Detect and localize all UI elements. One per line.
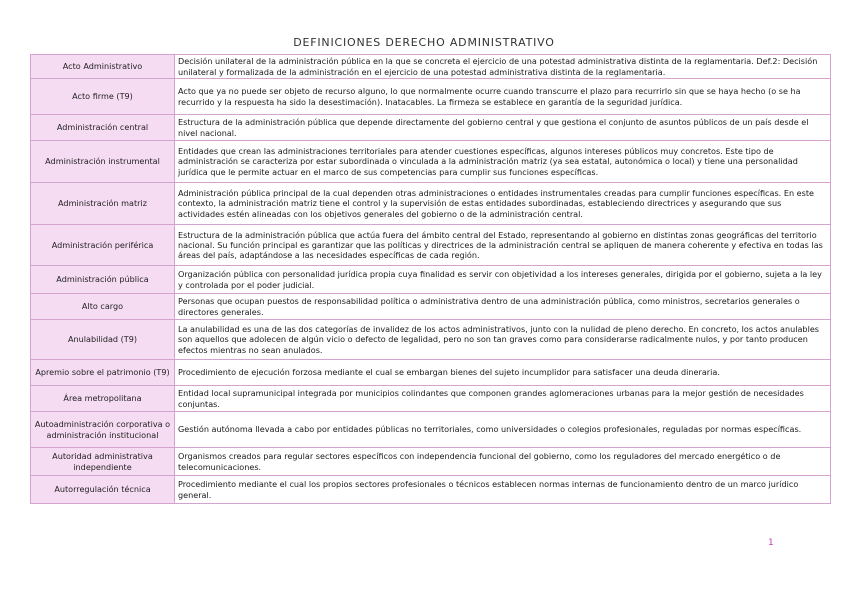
table-row (31, 183, 831, 225)
term-cell: Autoadministración corporativa o administración institucional (31, 412, 175, 448)
table-row (31, 294, 831, 320)
table-row (31, 360, 831, 386)
table-row (31, 266, 831, 294)
definition-cell: Decisión unilateral de la administración pública en la que se concreta el ejercicio de una potestad administrativa distinta de la reglamentaria. Def.2: Decisión unilateral y formalizada de la administración en el ejercicio de una potestad administrativa distinta de la reglamentaria. (175, 55, 831, 79)
definition-cell: Entidad local supramunicipal integrada por municipios colindantes que componen grandes aglomeraciones urbanas para la mejor gestión de necesidades conjuntas. (175, 386, 831, 412)
table-row (31, 476, 831, 504)
term-cell: Administración periférica (31, 225, 175, 266)
term-cell: Administración pública (31, 266, 175, 294)
definitions-table (30, 54, 831, 504)
table-row (31, 79, 831, 115)
term-cell: Administración instrumental (31, 141, 175, 183)
definition-cell: Administración pública principal de la cual dependen otras administraciones o entidades instrumentales creadas para cumplir funciones específicas. En este contexto, la administración matriz tiene el control y la supervisión de estas entidades subordinadas, estableciendo directrices y asegurando que sus actividades estén alineadas con los objetivos generales del gobierno o de la administración central. (175, 183, 831, 225)
definition-cell: Entidades que crean las administraciones territoriales para atender cuestiones específicas, algunos intereses públicos muy concretos. Este tipo de administración se caracteriza por estar subordinada o vinculada a la administración matriz (ya sea estatal, autonómica o local) y tiene una personalidad jurídica que le permite actuar en el marco de sus competencias para cumplir sus funciones específicas. (175, 141, 831, 183)
term-cell: Autoridad administrativa independiente (31, 448, 175, 476)
term-cell: Administración central (31, 115, 175, 141)
definition-cell: Procedimiento de ejecución forzosa mediante el cual se embargan bienes del sujeto incumplidor para satisfacer una deuda dineraria. (175, 360, 831, 386)
definition-cell: Estructura de la administración pública que actúa fuera del ámbito central del Estado, representando al gobierno en distintas zonas geográficas del territorio nacional. Su función principal es garantizar que las políticas y directrices de la administración central se apliquen de manera coherente y efectiva en todas las áreas del país, adaptándose a las necesidades específicas de cada región. (175, 225, 831, 266)
definitions-table-body (31, 55, 831, 504)
table-row (31, 412, 831, 448)
term-cell: Área metropolitana (31, 386, 175, 412)
table-row (31, 386, 831, 412)
definition-cell: Personas que ocupan puestos de responsabilidad política o administrativa dentro de una administración pública, como ministros, secretarios generales o directores generales. (175, 294, 831, 320)
table-row (31, 320, 831, 360)
term-cell: Anulabilidad (T9) (31, 320, 175, 360)
table-row (31, 115, 831, 141)
table-row (31, 141, 831, 183)
table-row (31, 225, 831, 266)
page-number: 1 (768, 538, 774, 548)
term-cell: Autorregulación técnica (31, 476, 175, 504)
definition-cell: La anulabilidad es una de las dos categorías de invalidez de los actos administrativos, junto con la nulidad de pleno derecho. En concreto, los actos anulables son aquellos que adolecen de algún vicio o defecto de legalidad, pero no son tan graves como para considerarse radicalmente nulos, y por tanto producen efectos mientras no sean anulados. (175, 320, 831, 360)
definition-cell: Gestión autónoma llevada a cabo por entidades públicas no territoriales, como universidades o colegios profesionales, reguladas por normas específicas. (175, 412, 831, 448)
definition-cell: Organismos creados para regular sectores específicos con independencia funcional del gobierno, como los reguladores del mercado energético o de telecomunicaciones. (175, 448, 831, 476)
term-cell: Alto cargo (31, 294, 175, 320)
definition-cell: Acto que ya no puede ser objeto de recurso alguno, lo que normalmente ocurre cuando transcurre el plazo para recurrirlo sin que se haya hecho (o se ha recurrido y la respuesta ha sido la desestimación). Inatacables. La firmeza se establece en garantía de la seguridad jurídica. (175, 79, 831, 115)
table-row (31, 448, 831, 476)
term-cell: Acto Administrativo (31, 55, 175, 79)
term-cell: Acto firme (T9) (31, 79, 175, 115)
table-row (31, 55, 831, 79)
page-title: DEFINICIONES DERECHO ADMINISTRATIVO (293, 36, 555, 49)
term-cell: Administración matriz (31, 183, 175, 225)
term-cell: Apremio sobre el patrimonio (T9) (31, 360, 175, 386)
definition-cell: Organización pública con personalidad jurídica propia cuya finalidad es servir con objetividad a los intereses generales, dirigida por el gobierno, sujeta a la ley y controlada por el poder judicial. (175, 266, 831, 294)
definition-cell: Estructura de la administración pública que depende directamente del gobierno central y que gestiona el conjunto de asuntos públicos de un país desde el nivel nacional. (175, 115, 831, 141)
definition-cell: Procedimiento mediante el cual los propios sectores profesionales o técnicos establecen normas internas de funcionamiento dentro de un marco jurídico general. (175, 476, 831, 504)
